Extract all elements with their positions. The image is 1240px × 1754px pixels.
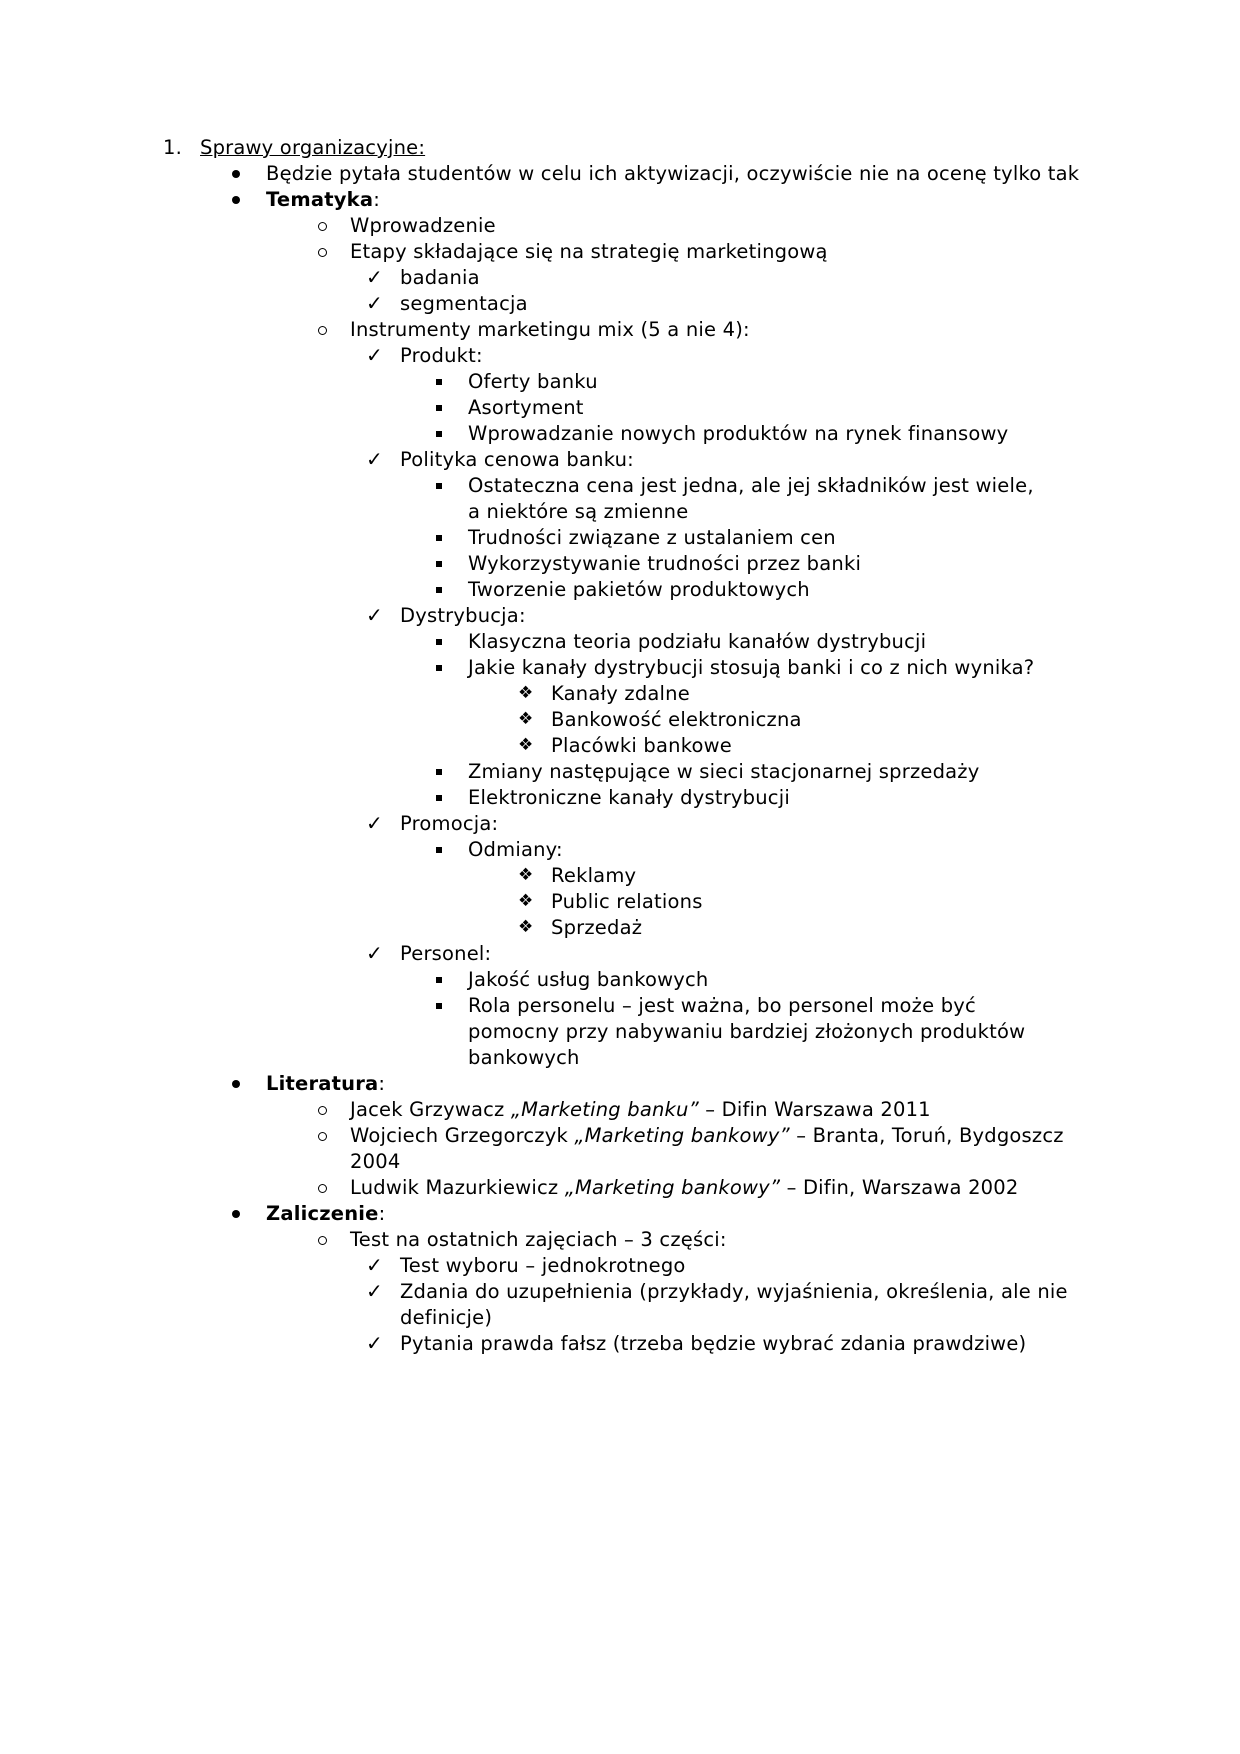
check-icon: ✓ — [366, 603, 383, 627]
book-title: „Marketing bankowy” — [574, 1124, 790, 1147]
list-item: Zmiany następujące w sieci stacjonarnej sprzedaży — [468, 760, 980, 783]
diamond-bullet-icon: ❖ — [518, 917, 534, 937]
list-item: Trudności związane z ustalaniem cen — [468, 526, 836, 549]
list-item: Sprzedaż — [551, 916, 643, 939]
list-item: Tworzenie pakietów produktowych — [468, 578, 810, 601]
list-item: Jakie kanały dystrybucji stosują banki i co z nich wynika? — [468, 656, 1035, 679]
check-icon: ✓ — [366, 343, 383, 367]
literatura-heading — [266, 1069, 385, 1098]
check-icon: ✓ — [366, 265, 383, 289]
list-item: Asortyment — [468, 396, 584, 419]
list-item: Pytania prawda fałsz (trzeba będzie wybrać zdania prawdziwe) — [400, 1332, 1027, 1355]
tematyka-label: Tematyka — [266, 188, 374, 211]
list-item: Test na ostatnich zajęciach – 3 części: — [350, 1228, 727, 1251]
section-number: 1. — [163, 136, 183, 159]
tematyka-heading — [266, 185, 380, 214]
list-item: Klasyczna teoria podziału kanałów dystrybucji — [468, 630, 927, 653]
list-item: Promocja: — [400, 812, 499, 835]
list-item: Reklamy — [551, 864, 637, 887]
zaliczenie-heading — [266, 1199, 385, 1228]
literatura-label: Literatura — [266, 1072, 379, 1095]
list-item: Bankowość elektroniczna — [551, 708, 802, 731]
diamond-bullet-icon: ❖ — [518, 683, 534, 703]
list-item: Placówki bankowe — [551, 734, 732, 757]
list-item: Ostateczna cena jest jedna, ale jej składników jest wiele, — [468, 474, 1034, 497]
diamond-bullet-icon: ❖ — [518, 735, 534, 755]
section-title: Sprawy organizacyjne: — [200, 136, 426, 159]
check-icon: ✓ — [366, 1253, 383, 1277]
book-entry — [350, 1173, 1019, 1202]
check-icon: ✓ — [366, 291, 383, 315]
list-item-continuation: pomocny przy nabywaniu bardziej złożonych produktów — [468, 1020, 1026, 1043]
list-item: Public relations — [551, 890, 703, 913]
book-publisher: – Branta, Toruń, Bydgoszcz — [789, 1124, 1064, 1147]
book-author: Ludwik Mazurkiewicz — [350, 1176, 565, 1199]
book-publisher: – Difin Warszawa 2011 — [698, 1098, 931, 1121]
book-publisher: – Difin, Warszawa 2002 — [780, 1176, 1019, 1199]
list-item: Wprowadzanie nowych produktów na rynek finansowy — [468, 422, 1009, 445]
list-item: Zdania do uzupełnienia (przykłady, wyjaśnienia, określenia, ale nie — [400, 1280, 1068, 1303]
diamond-bullet-icon: ❖ — [518, 865, 534, 885]
book-author: Wojciech Grzegorczyk — [350, 1124, 575, 1147]
list-item: segmentacja — [400, 292, 528, 315]
check-icon: ✓ — [366, 447, 383, 471]
book-entry — [350, 1095, 931, 1124]
book-entry — [350, 1121, 1064, 1150]
list-item: Oferty banku — [468, 370, 598, 393]
zaliczenie-colon: : — [378, 1202, 386, 1225]
list-item-continuation: definicje) — [400, 1306, 493, 1329]
list-item: Dystrybucja: — [400, 604, 526, 627]
tematyka-colon: : — [373, 188, 380, 211]
list-item-continuation: a niektóre są zmienne — [468, 500, 689, 523]
zaliczenie-label: Zaliczenie — [266, 1202, 379, 1225]
book-title: „Marketing bankowy” — [564, 1176, 781, 1199]
list-item: Elektroniczne kanały dystrybucji — [468, 786, 790, 809]
book-author: Jacek Grzywacz — [350, 1098, 511, 1121]
check-icon: ✓ — [366, 811, 383, 835]
diamond-bullet-icon: ❖ — [518, 891, 534, 911]
list-item: Polityka cenowa banku: — [400, 448, 634, 471]
diamond-bullet-icon: ❖ — [518, 709, 534, 729]
list-item: badania — [400, 266, 480, 289]
check-icon: ✓ — [366, 1279, 383, 1303]
intro-text: Będzie pytała studentów w celu ich aktywizacji, oczywiście nie na ocenę tylko tak — [266, 162, 1080, 185]
list-item-continuation: bankowych — [468, 1046, 580, 1069]
literatura-colon: : — [378, 1072, 386, 1095]
list-item: Kanały zdalne — [551, 682, 690, 705]
list-item: Produkt: — [400, 344, 483, 367]
book-year: 2004 — [350, 1150, 401, 1173]
list-item: Rola personelu – jest ważna, bo personel może być — [468, 994, 976, 1017]
book-title: „Marketing banku” — [510, 1098, 699, 1121]
list-item: Jakość usług bankowych — [468, 968, 709, 991]
list-item: Instrumenty marketingu mix (5 a nie 4): — [350, 318, 750, 341]
list-item: Wykorzystywanie trudności przez banki — [468, 552, 862, 575]
check-icon: ✓ — [366, 1331, 383, 1355]
list-item: Personel: — [400, 942, 492, 965]
check-icon: ✓ — [366, 941, 383, 965]
list-item: Odmiany: — [468, 838, 563, 861]
list-item: Etapy składające się na strategię marketingową — [350, 240, 828, 263]
list-item: Wprowadzenie — [350, 214, 496, 237]
list-item: Test wyboru – jednokrotnego — [400, 1254, 686, 1277]
